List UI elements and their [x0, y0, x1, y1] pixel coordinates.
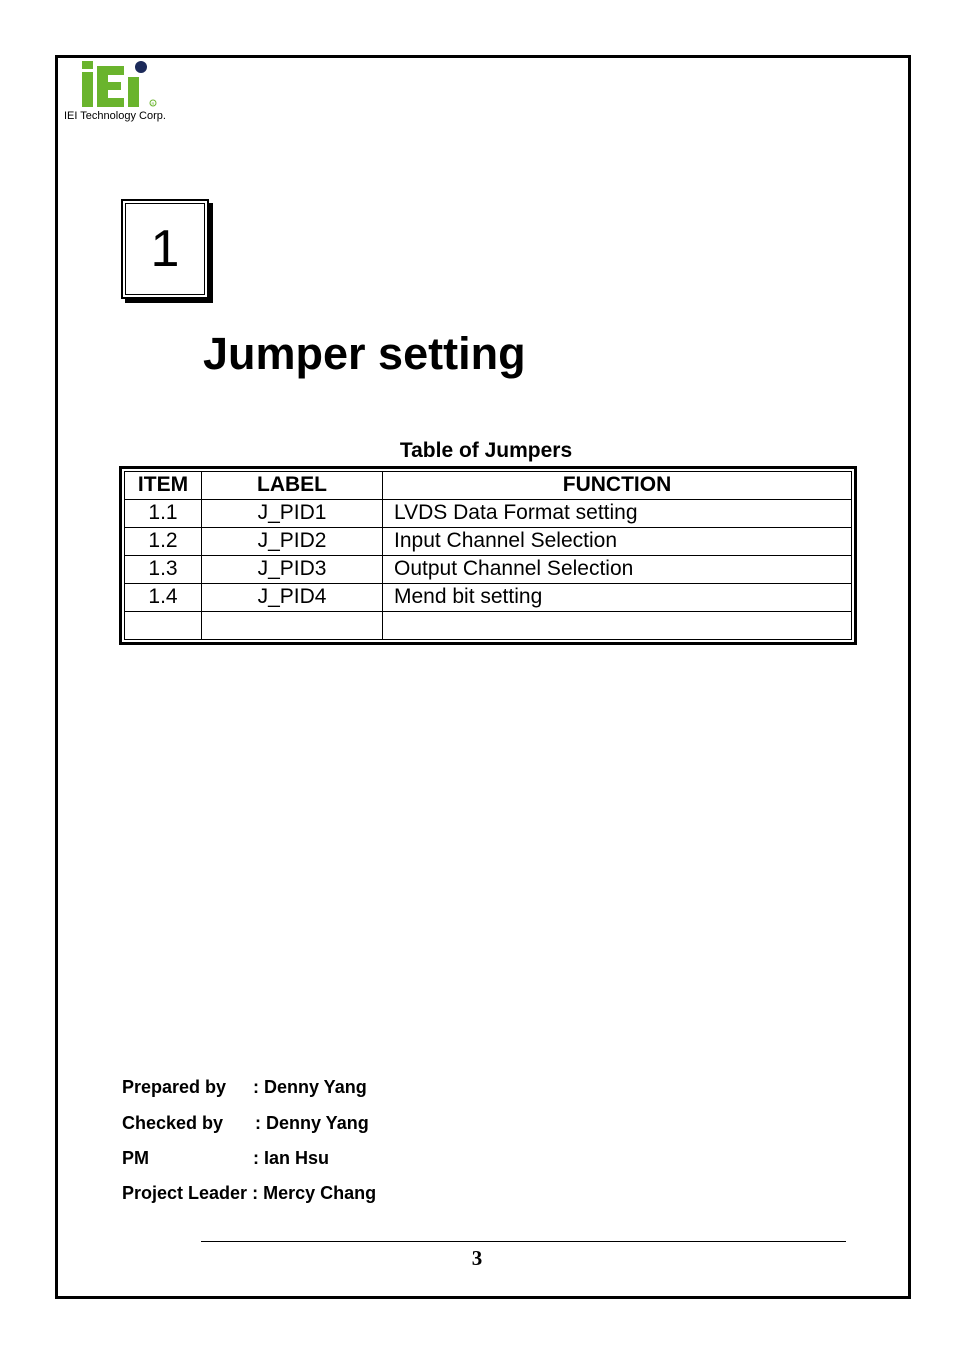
cell-label: J_PID3	[202, 556, 383, 584]
cell-function	[383, 612, 852, 640]
cell-item: 1.1	[125, 500, 202, 528]
svg-text:R: R	[151, 101, 155, 106]
table-header-row	[125, 472, 852, 500]
chapter-number-box	[121, 199, 209, 299]
cell-function: Mend bit setting	[383, 584, 852, 612]
header-function: FUNCTION	[383, 472, 852, 500]
cell-item	[125, 612, 202, 640]
iei-logo-icon	[82, 60, 162, 110]
cell-item: 1.4	[125, 584, 202, 612]
footer-divider	[201, 1241, 846, 1242]
table-row	[125, 556, 852, 584]
signoff-role: Checked by	[122, 1113, 224, 1133]
signoff-project-leader	[122, 1183, 376, 1204]
company-logo	[64, 60, 194, 126]
cell-label	[202, 612, 383, 640]
signoff-role: Prepared by	[122, 1077, 227, 1097]
cell-label: J_PID1	[202, 500, 383, 528]
cell-item: 1.3	[125, 556, 202, 584]
chapter-number: 1	[125, 203, 205, 295]
header-label: LABEL	[202, 472, 383, 500]
cell-function: Input Channel Selection	[383, 528, 852, 556]
cell-function: LVDS Data Format setting	[383, 500, 852, 528]
cell-label: J_PID4	[202, 584, 383, 612]
signoff-role: PM	[122, 1148, 149, 1168]
table-row-empty	[125, 612, 852, 640]
signoff-value: : Denny Yang	[255, 1113, 369, 1133]
table-row	[125, 528, 852, 556]
signoff-role: Project Leader	[122, 1183, 248, 1203]
signoff-prepared-by	[122, 1077, 367, 1098]
table-row	[125, 584, 852, 612]
signoff-value: : Mercy Chang	[252, 1183, 377, 1203]
chapter-title: Jumper setting	[203, 328, 526, 379]
cell-item: 1.2	[125, 528, 202, 556]
table-row	[125, 500, 852, 528]
logo-caption: IEI Technology Corp.	[64, 110, 166, 122]
signoff-value: : Ian Hsu	[253, 1148, 330, 1168]
jumper-table	[124, 471, 852, 640]
page-number: 3	[471, 1246, 483, 1270]
table-caption: Table of Jumpers	[399, 439, 573, 462]
signoff-pm	[122, 1148, 329, 1169]
cell-label: J_PID2	[202, 528, 383, 556]
cell-function: Output Channel Selection	[383, 556, 852, 584]
signoff-checked-by	[122, 1113, 369, 1134]
header-item: ITEM	[125, 472, 202, 500]
jumper-table-frame	[119, 466, 857, 645]
signoff-value: : Denny Yang	[253, 1077, 367, 1097]
